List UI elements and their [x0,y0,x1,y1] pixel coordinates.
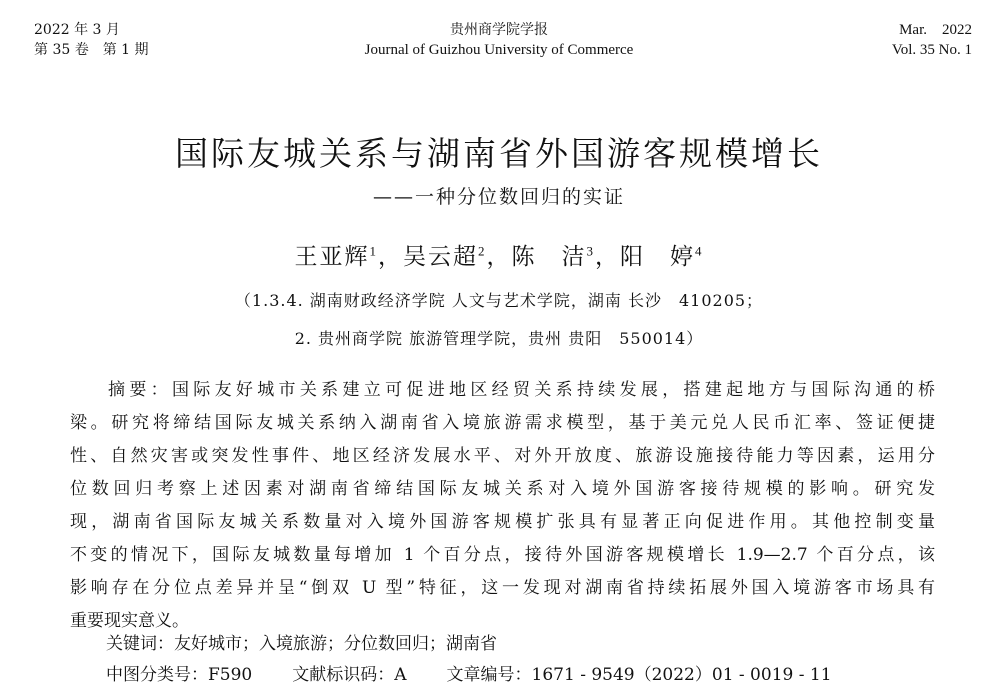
abstract [70,374,935,638]
journal-name [0,20,998,60]
author-affiliation-mark: 3 [586,243,595,259]
volume-issue: 第 35 卷 第 1 期 [34,42,149,58]
author-separator: ， [486,244,512,270]
article-number: 文章编号：1671 - 9549（2022）01 - 0019 - 11 [446,665,832,685]
volume-issue-en: Vol. 35 No. 1 [891,42,972,58]
author-separator: ， [378,244,403,270]
journal-name-cn: 贵州商学院学报 [450,22,548,38]
issue-date-en [892,20,972,60]
affiliation-line: 2. 贵州商学院 旅游管理学院，贵州 贵阳 550014） [294,329,704,348]
issue-date-en-line: Mar. 2022 [899,22,972,38]
clc-number: 中图分类号：F590 [106,665,253,685]
keywords: 关键词：友好城市；入境旅游；分位数回归；湖南省 [106,634,497,654]
abstract-line: 梁。研究将缔结国际友城关系纳入湖南省入境旅游需求模型，基于美元兑人民币汇率、签证便捷 [70,413,935,433]
author-affiliation-mark: 4 [695,243,704,259]
affiliation-line: （1.3.4. 湖南财政经济学院 人文与艺术学院，湖南 长沙 410205； [234,291,764,310]
abstract-line: 重要现实意义。 [70,611,189,631]
abstract-line: 位数回归考察上述因素对湖南省缔结国际友城关系对入境外国游客接待规模的影响。研究发 [70,479,935,499]
document-code: 文献标识码：A [292,665,407,685]
author-name: 阳 婷 [620,244,695,270]
abstract-line: 现，湖南省国际友城关系数量对入境外国游客规模扩张具有显著正向促进作用。其他控制变量 [70,512,935,532]
paper-title: 国际友城关系与湖南省外国游客规模增长 [175,134,823,173]
issue-date: 2022 年 3 月 [34,22,120,38]
author-name: 王亚辉 [294,244,370,270]
author-affiliation-mark: 1 [369,243,378,259]
author-affiliation-mark: 2 [478,243,487,259]
classification-line [106,660,872,691]
paper-subtitle: ——一种分位数回归的实证 [372,186,625,208]
journal-name-en: Journal of Guizhou University of Commerce [364,42,634,58]
author-list [0,238,998,271]
abstract-line: 摘要：国际友好城市关系建立可促进地区经贸关系持续发展，搭建起地方与国际沟通的桥 [108,380,935,400]
abstract-line: 不变的情况下，国际友城数量每增加 1 个百分点，接待外国游客规模增长 1.9—2.7 个百分点，该 [70,545,935,565]
author-name: 陈 洁 [511,244,587,270]
author-separator: ， [595,244,620,270]
abstract-line: 影响存在分位点差异并呈“倒双 U 型”特征，这一发现对湖南省持续拓展外国入境游客市场具有 [70,578,935,598]
abstract-line: 性、自然灾害或突发性事件、地区经济发展水平、对外开放度、旅游设施接待能力等因素，运用分 [70,446,935,466]
author-name: 吴云超 [403,244,478,270]
